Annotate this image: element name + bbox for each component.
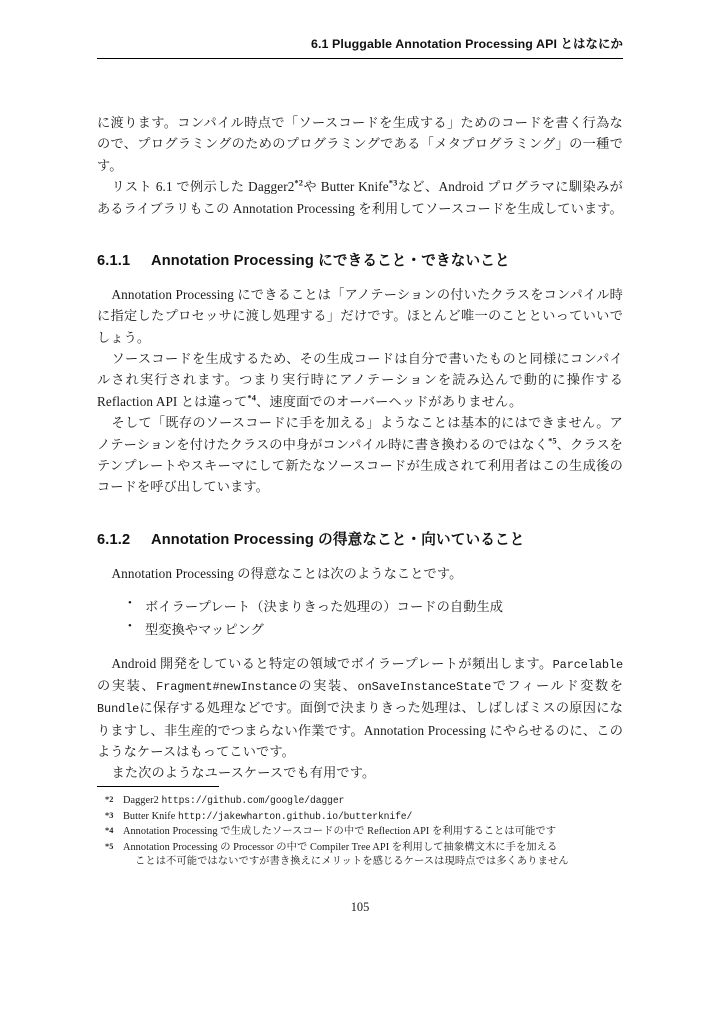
- paragraph-text-seg2: の実装、: [97, 678, 157, 694]
- paragraph-text: に渡ります。コンパイル時点で「ソースコードを生成する」ためのコードを書く行為なので、プログラミングのためのプログラミングである「メタプログラミング」の一種です。: [97, 115, 623, 173]
- list-item-label: 型変換やマッピング: [145, 622, 264, 638]
- section-heading-612-block: [97, 528, 623, 549]
- footnote-item-5: [97, 841, 623, 870]
- footnotes-area: [97, 786, 623, 871]
- footnote-marker: *2: [105, 795, 114, 804]
- paragraph-text-seg2: 、クラスをテンプレートやスキーマにして新たなソースコードが生成されて利用者はこの生成後のコードを呼び出しています。: [97, 436, 623, 495]
- footnote-text: Annotation Processing の Processor の中で Compiler Tree API を利用して抽象構文木に手を加える: [123, 841, 558, 853]
- paragraph-612-2: [97, 762, 623, 783]
- paragraph-text-seg3: など、Android プログラマに馴染みがあるライブラリもこの Annotation Processing を利用してソースコードを生成しています。: [97, 179, 623, 216]
- paragraph-libraries: [97, 176, 623, 219]
- code-span-bundle: Bundle: [97, 702, 140, 717]
- footnote-item-4: [97, 825, 623, 840]
- page-number: 105: [350, 900, 370, 914]
- footnote-url[interactable]: http://jakewharton.github.io/butterknife/: [177, 810, 413, 822]
- footnote-ref-2[interactable]: *2: [294, 177, 304, 188]
- section-title-611: Annotation Processing にできること・できないこと: [151, 252, 510, 269]
- paragraph-text-seg3: の実装、: [296, 678, 358, 694]
- paragraph-text-seg2: や Butter Knife: [303, 179, 389, 195]
- paragraph-text: Annotation Processing にできることは「アノテーションの付いたクラスをコンパイル時に指定したプロセッサに渡し処理する」だけです。ほとんど唯一のことといっていいでしょう。: [97, 286, 623, 345]
- section-heading-611-block: [97, 249, 623, 270]
- footnote-text-continued: ことは不可能ではないですが書き換えにメリットを感じるケースは現時点では多くありません: [135, 856, 569, 868]
- footnote-ref-3[interactable]: *3: [388, 177, 398, 188]
- paragraph-611-3: [97, 412, 623, 498]
- section-title-612: Annotation Processing の得意なこと・向いていること: [151, 531, 525, 548]
- paragraph-intro-continued: [97, 112, 623, 176]
- footnote-text: Butter Knife: [123, 810, 178, 822]
- footnote-ref-4[interactable]: *4: [247, 392, 257, 403]
- paragraph-text: Annotation Processing の得意なことは次のようなことです。: [111, 565, 463, 581]
- paragraph-text-seg4: でフィールド変数を: [491, 678, 624, 694]
- code-span-fragment-newinstance: Fragment#newInstance: [156, 680, 297, 695]
- footnote-ref-5[interactable]: *5: [548, 435, 557, 446]
- section-heading-611: [97, 249, 623, 270]
- paragraph-text: また次のようなユースケースでも有用です。: [111, 765, 376, 781]
- paragraph-612-intro: [97, 563, 623, 584]
- paragraph-text-seg1: ソースコードを生成するため、その生成コードは自分で書いたものと同様にコンパイルされ実行されます。つまり実行時にアノテーションを読み込んで動的に操作する Reflaction API とは違って: [97, 351, 623, 409]
- footnote-text: Dagger2: [123, 795, 162, 806]
- footnote-item-3: [97, 810, 623, 825]
- list-item: [145, 596, 623, 617]
- paragraph-612-1: [97, 653, 623, 763]
- page-content: [97, 112, 623, 784]
- paragraph-611-2: [97, 348, 623, 412]
- paragraph-text-seg1: そして「既存のソースコードに手を加える」ようなことは基本的にはできません。アノテーションを付けたクラスの中身がコンパイル時に書き換わるのではなく: [97, 415, 623, 452]
- paragraph-611-1: [97, 284, 623, 348]
- running-header-title: 6.1 Pluggable Annotation Processing API とはなにか: [310, 37, 623, 51]
- paragraph-text-seg1: Android 開発をしていると特定の領域でボイラープレートが頻出します。: [111, 655, 553, 671]
- section-heading-612: [97, 528, 623, 549]
- footnote-text: Annotation Processing で生成したソースコードの中で Reflection API を利用することは可能です: [123, 826, 557, 838]
- paragraph-text-seg2: 、速度面でのオーバーヘッドがありません。: [256, 393, 523, 409]
- footnote-item-2: [97, 794, 623, 809]
- footnote-marker: *4: [105, 826, 114, 836]
- footnote-marker: *5: [105, 841, 114, 851]
- header-rule: [97, 58, 623, 59]
- code-span-parcelable: Parcelable: [552, 657, 623, 672]
- running-header: [97, 36, 623, 59]
- list-item: [145, 619, 623, 640]
- paragraph-text-seg5: に保存する処理などです。面倒で決まりきった処理は、しばしばミスの原因になりますし、非生産的でつまらない作業です。Annotation Processing にやらせるのに、このようなケースはもってこいです。: [97, 700, 623, 759]
- footnote-separator-rule: [97, 786, 219, 787]
- paragraph-text-seg1: リスト 6.1 で例示した Dagger2: [111, 179, 295, 195]
- footnote-url[interactable]: https://github.com/google/dagger: [161, 795, 345, 806]
- code-span-onsaveinstancestate: onSaveInstanceState: [357, 680, 492, 695]
- section-number-612: 6.1.2: [97, 531, 131, 548]
- list-item-label: ボイラープレート（決まりきった処理の）コードの自動生成: [145, 599, 504, 614]
- footnote-marker: *3: [105, 810, 114, 820]
- bullet-list: [97, 596, 623, 641]
- section-number-611: 6.1.1: [97, 252, 131, 269]
